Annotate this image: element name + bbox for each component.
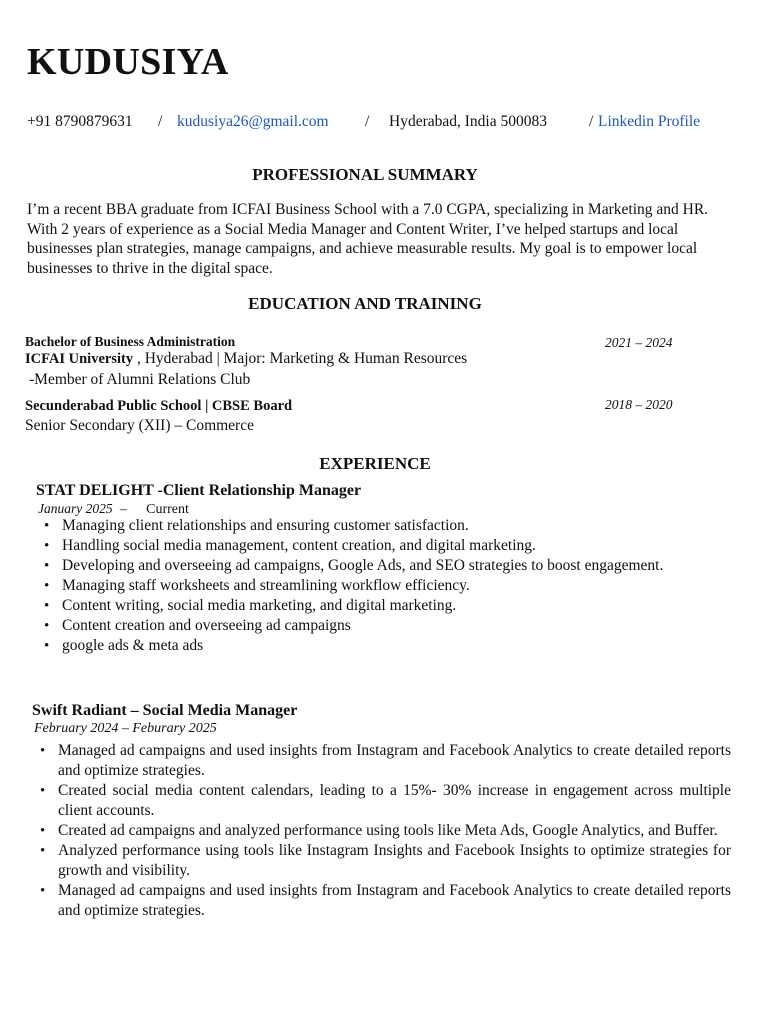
school-name: Secunderabad Public School | CBSE Board [25, 398, 293, 414]
job-start: January 2025 [38, 501, 113, 516]
list-item: • Managing staff worksheets and streamlining workflow efficiency. [62, 576, 731, 596]
list-item: • Managing client relationships and ensuring customer satisfaction. [62, 516, 731, 536]
linkedin-link[interactable]: Linkedin Profile [598, 113, 701, 130]
list-item: • Developing and overseeing ad campaigns, Google Ads, and SEO strategies to boost engagement. [62, 556, 731, 576]
location: Hyderabad, India 500083 [389, 113, 547, 130]
list-item: • Created social media content calendars, leading to a 15%- 30% increase in engagement across multiple client accounts. [58, 781, 731, 821]
email-link[interactable]: kudusiya26@gmail.com [177, 113, 329, 130]
candidate-name: KUDUSIYA [27, 41, 229, 83]
school-detail: Senior Secondary (XII) – Commerce [25, 417, 254, 434]
separator: / [365, 113, 370, 130]
job-end: Current [146, 502, 189, 517]
school-dates: 2018 – 2020 [605, 397, 673, 412]
university-name: ICFAI University [25, 351, 134, 367]
university-line [25, 350, 467, 368]
summary-heading: PROFESSIONAL SUMMARY [252, 165, 478, 184]
list-item: • Content creation and overseeing ad campaigns [62, 616, 731, 636]
job-dash: – [120, 501, 127, 516]
club-membership: -Member of Alumni Relations Club [29, 371, 251, 388]
job-bullets [58, 741, 731, 921]
list-item: • Handling social media management, content creation, and digital marketing. [62, 536, 731, 556]
experience-heading: EXPERIENCE [319, 454, 431, 473]
list-item: • google ads & meta ads [62, 636, 731, 656]
job-title: Swift Radiant – Social Media Manager [32, 702, 298, 719]
job-title: STAT DELIGHT -Client Relationship Manager [36, 482, 362, 499]
degree-title: Bachelor of Business Administration [25, 334, 236, 349]
list-item: • Created ad campaigns and analyzed performance using tools like Meta Ads, Google Analytics, and Buffer. [58, 821, 731, 841]
separator: / [589, 113, 594, 130]
degree-dates: 2021 – 2024 [605, 335, 673, 350]
separator: / [158, 113, 163, 130]
summary-text: I’m a recent BBA graduate from ICFAI Business School with a 7.0 CGPA, specializing in Marketing and HR. With 2 years of experience as a Social Media Manager and Content Writer, I’ve helped startups and local businesses plan strategies, manage campaigns, and achieve measurable results. My goal is to empower local businesses to thrive in the digital space. [27, 201, 709, 277]
education-heading: EDUCATION AND TRAINING [248, 294, 482, 313]
list-item: • Analyzed performance using tools like Instagram Insights and Facebook Insights to optimize strategies for growth and visibility. [58, 841, 731, 881]
phone-number: +91 8790879631 [27, 113, 133, 130]
job-dates: February 2024 – Feburary 2025 [34, 721, 217, 736]
list-item: • Managed ad campaigns and used insights from Instagram and Facebook Analytics to create detailed reports and optimize strategies. [58, 741, 731, 781]
list-item: • Content writing, social media marketing, and digital marketing. [62, 596, 731, 616]
list-item: • Managed ad campaigns and used insights from Instagram and Facebook Analytics to create detailed reports and optimize strategies. [58, 881, 731, 921]
job-bullets [62, 516, 731, 656]
contact-line [0, 113, 768, 133]
university-detail: , Hyderabad | Major: Marketing & Human Resources [133, 350, 468, 367]
